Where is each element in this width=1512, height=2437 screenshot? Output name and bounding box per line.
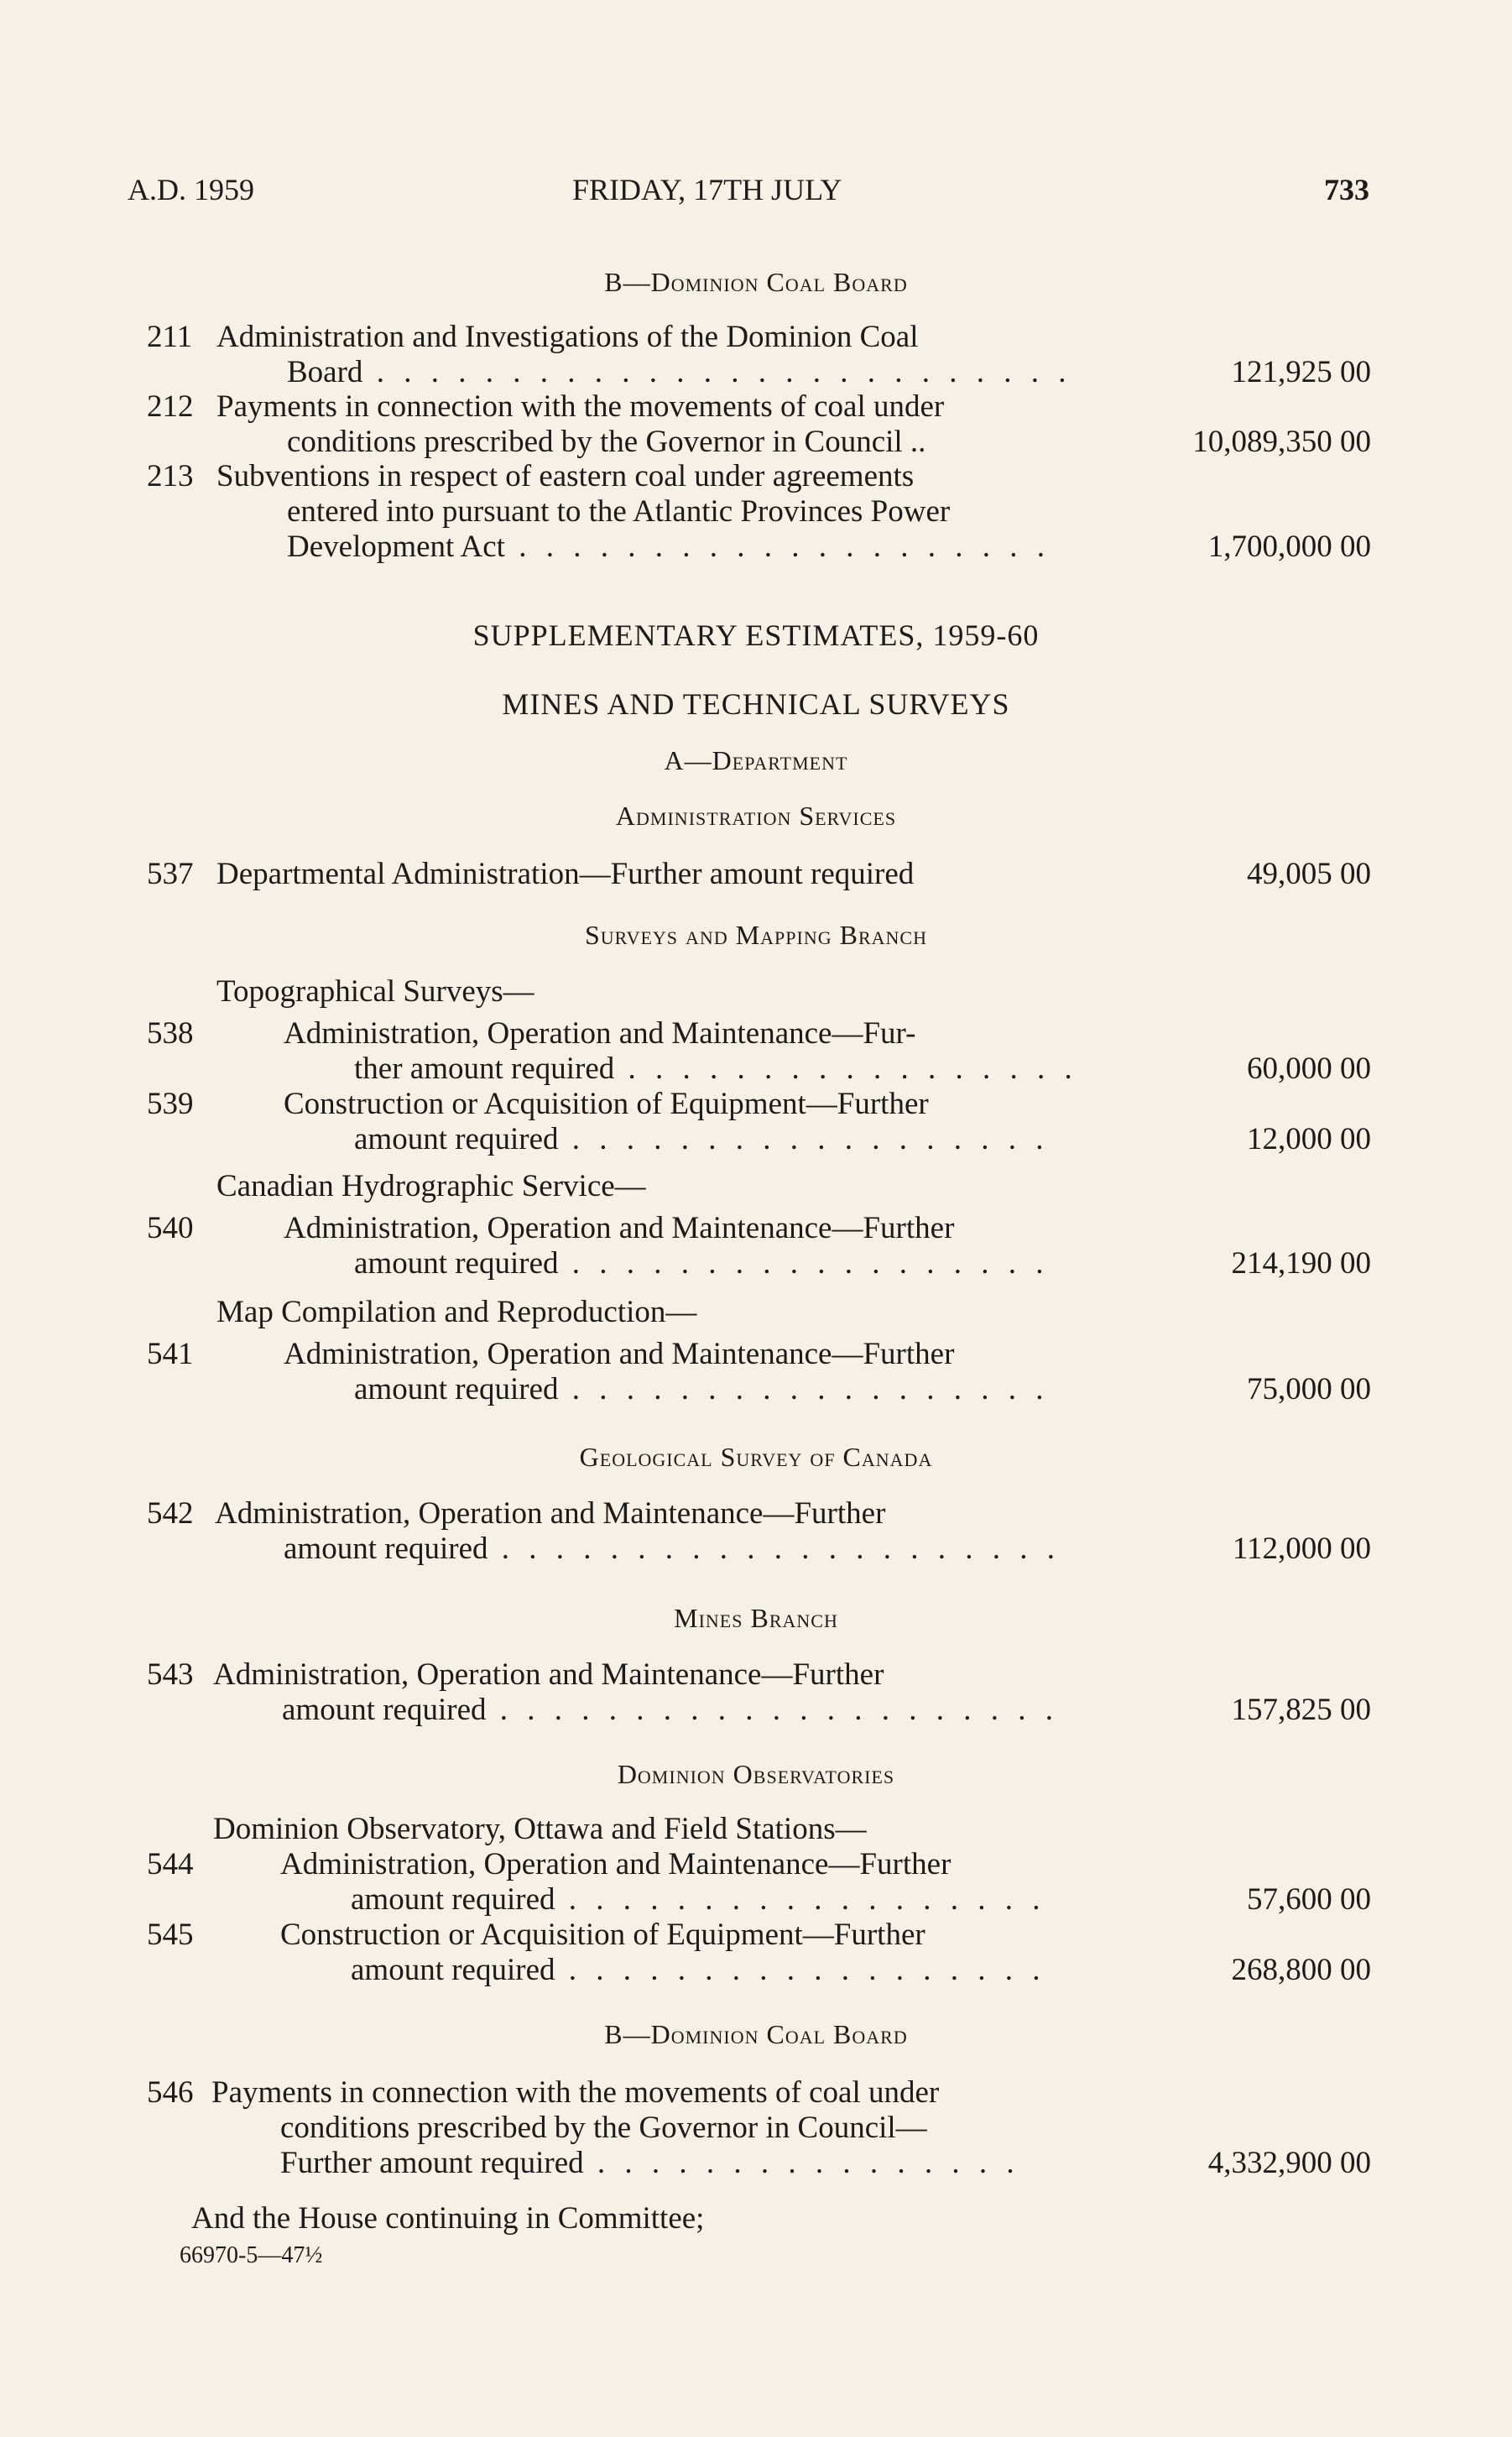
- item-text: Payments in connection with the movements of coal under: [216, 389, 945, 424]
- item-amount: 49,005 00: [1247, 857, 1371, 891]
- item-text: Administration, Operation and Maintenance—Further: [284, 1211, 955, 1245]
- item-number: 540: [147, 1211, 194, 1245]
- section-heading-geological: Geological Survey of Canada: [579, 1442, 933, 1472]
- item-text: Administration, Operation and Maintenance—Further: [284, 1337, 955, 1371]
- item-number: 212: [147, 389, 194, 424]
- item-text: amount required . . . . . . . . . . . . . . . . . . . . .: [282, 1693, 1059, 1727]
- subheading: Topographical Surveys—: [216, 974, 534, 1009]
- item-amount: 75,000 00: [1247, 1372, 1371, 1406]
- department-title: MINES AND TECHNICAL SURVEYS: [502, 687, 1010, 721]
- section-heading-admin-services: Administration Services: [615, 801, 897, 831]
- header-date: FRIDAY, 17TH JULY: [572, 173, 842, 206]
- subheading: Dominion Observatory, Ottawa and Field Stations—: [213, 1812, 867, 1846]
- item-text: Administration, Operation and Maintenance—Further: [215, 1496, 886, 1531]
- supplementary-estimates-title: SUPPLEMENTARY ESTIMATES, 1959-60: [472, 618, 1040, 652]
- item-number: 546: [147, 2075, 194, 2110]
- section-heading-coal-board: B—Dominion Coal Board: [604, 2019, 908, 2049]
- item-amount: 121,925 00: [1231, 355, 1371, 389]
- printer-code: 66970-5—47½: [180, 2242, 323, 2268]
- item-text: Administration, Operation and Maintenance—Further: [213, 1657, 884, 1692]
- item-text: amount required . . . . . . . . . . . . . . . . . .: [351, 1882, 1046, 1917]
- page-number: 733: [1324, 173, 1369, 206]
- header-year: A.D. 1959: [128, 173, 254, 206]
- item-number: 544: [147, 1847, 194, 1881]
- item-text: Subventions in respect of eastern coal under agreements: [216, 459, 915, 493]
- item-text: ther amount required . . . . . . . . . . . . . . . . .: [354, 1052, 1078, 1086]
- item-number: 545: [147, 1918, 194, 1952]
- item-number: 211: [147, 320, 193, 354]
- item-number: 537: [147, 857, 194, 891]
- closing-line: And the House continuing in Committee;: [191, 2201, 705, 2236]
- item-amount: 214,190 00: [1231, 1246, 1371, 1281]
- item-text: Development Act . . . . . . . . . . . . . . . . . . . .: [287, 530, 1051, 564]
- item-text: Construction or Acquisition of Equipment—Further: [280, 1918, 925, 1952]
- item-text: entered into pursuant to the Atlantic Provinces Power: [287, 494, 951, 529]
- running-header: [128, 172, 1369, 214]
- item-amount: 60,000 00: [1247, 1052, 1371, 1086]
- item-text: Administration, Operation and Maintenance—Further: [280, 1847, 952, 1881]
- item-text: amount required . . . . . . . . . . . . . . . . . .: [354, 1246, 1050, 1281]
- item-number: 543: [147, 1657, 194, 1692]
- item-amount: 10,089,350 00: [1192, 425, 1371, 459]
- item-number: 542: [147, 1496, 194, 1531]
- section-heading-department: A—Department: [664, 745, 848, 775]
- item-text: Board . . . . . . . . . . . . . . . . . . . . . . . . . .: [287, 355, 1072, 389]
- item-amount: 112,000 00: [1232, 1532, 1371, 1566]
- item-amount: 12,000 00: [1247, 1122, 1371, 1156]
- item-text: Further amount required . . . . . . . . . . . . . . . .: [280, 2146, 1020, 2180]
- item-text: amount required . . . . . . . . . . . . . . . . . .: [354, 1122, 1050, 1156]
- item-number: 541: [147, 1337, 194, 1371]
- section-heading-observatories: Dominion Observatories: [617, 1759, 895, 1789]
- item-text: Construction or Acquisition of Equipment—Further: [284, 1087, 929, 1121]
- subheading: Map Compilation and Reproduction—: [216, 1295, 697, 1329]
- section-heading-coal-board: B—Dominion Coal Board: [604, 267, 908, 297]
- item-amount: 4,332,900 00: [1207, 2146, 1371, 2180]
- subheading: Canadian Hydrographic Service—: [216, 1169, 646, 1203]
- item-text: amount required . . . . . . . . . . . . . . . . . . . . .: [284, 1532, 1061, 1566]
- item-text: amount required . . . . . . . . . . . . . . . . . .: [354, 1372, 1050, 1406]
- item-number: 213: [147, 459, 194, 493]
- item-amount: 268,800 00: [1231, 1953, 1371, 1987]
- item-text: Departmental Administration—Further amount required: [216, 857, 915, 891]
- item-amount: 1,700,000 00: [1207, 530, 1371, 564]
- section-heading-surveys-mapping: Surveys and Mapping Branch: [585, 920, 927, 950]
- item-text: Administration and Investigations of the Dominion Coal: [216, 320, 919, 354]
- item-number: 539: [147, 1087, 194, 1121]
- item-amount: 57,600 00: [1247, 1882, 1371, 1917]
- item-amount: 157,825 00: [1231, 1693, 1371, 1727]
- item-text: conditions prescribed by the Governor in Council—: [280, 2111, 927, 2145]
- item-text: conditions prescribed by the Governor in Council ..: [287, 425, 926, 459]
- section-heading-mines-branch: Mines Branch: [674, 1603, 838, 1633]
- item-text: Payments in connection with the movements of coal under: [211, 2075, 940, 2110]
- item-number: 538: [147, 1016, 194, 1051]
- item-text: amount required . . . . . . . . . . . . . . . . . .: [351, 1953, 1046, 1987]
- item-text: Administration, Operation and Maintenance—Fur-: [284, 1016, 916, 1051]
